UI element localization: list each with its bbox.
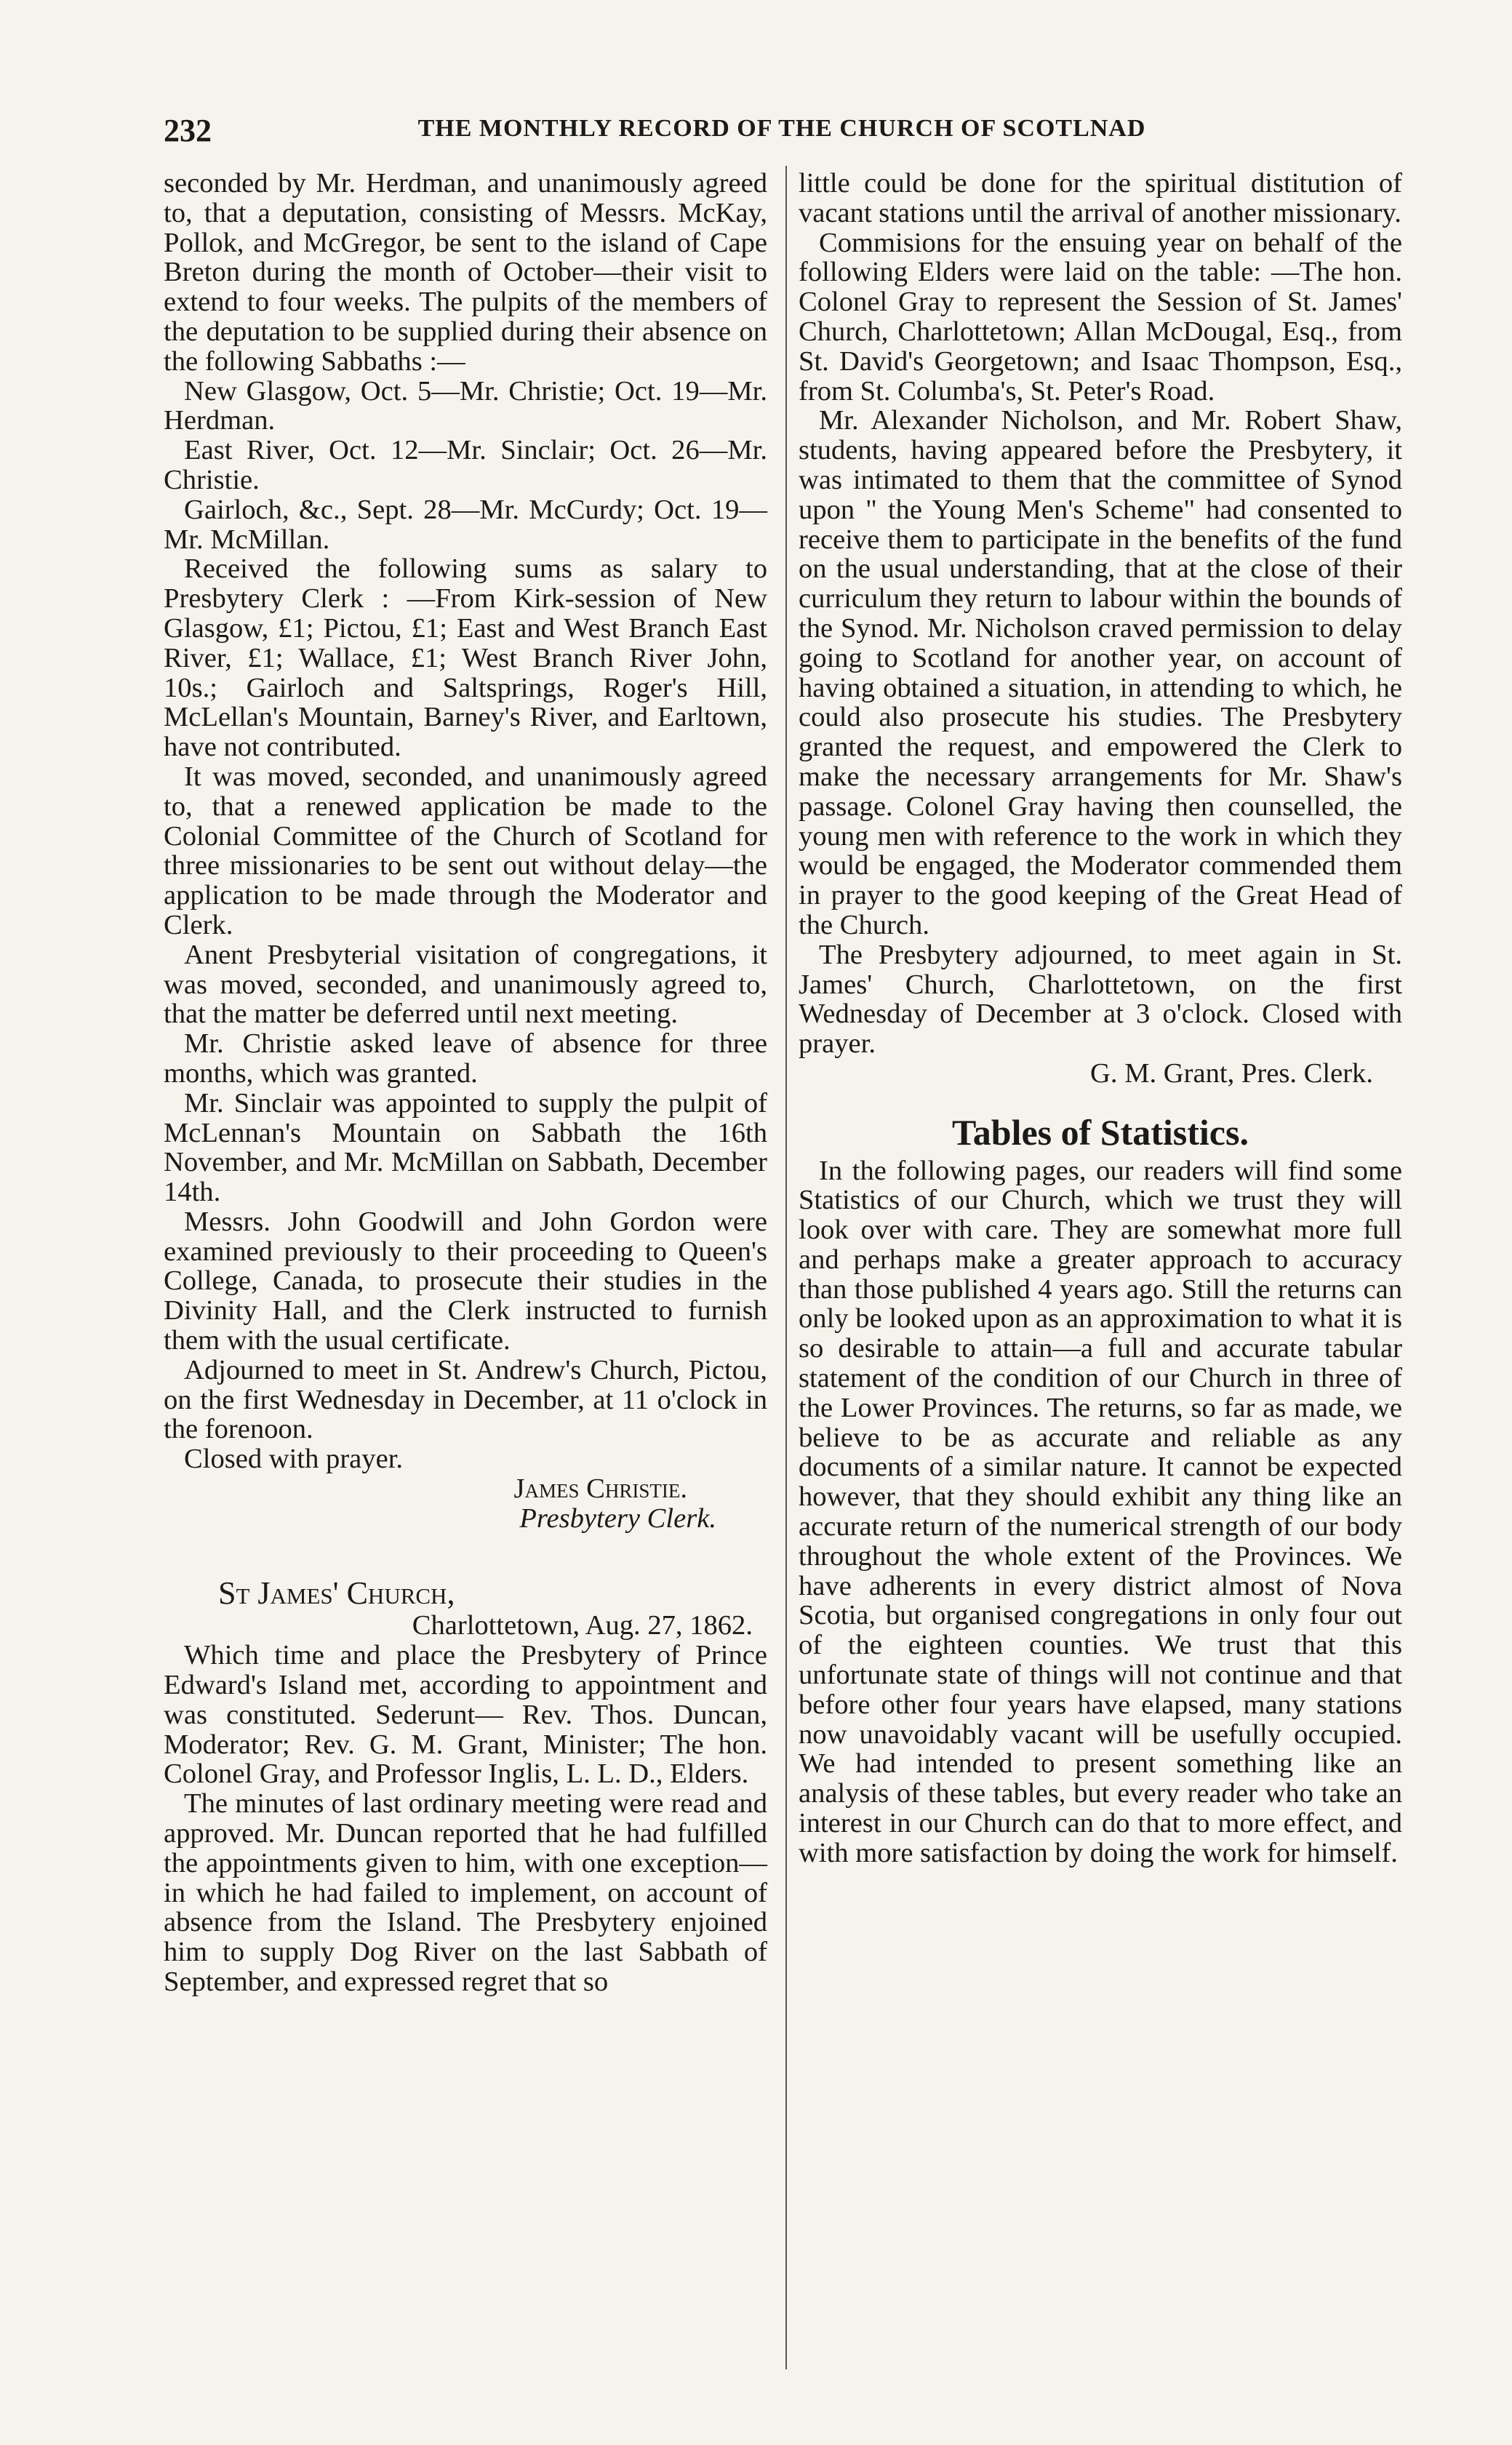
paragraph: little could be done for the spiritual distitution of vacant stations until the arrival of another missionary.	[799, 168, 1402, 228]
paragraph: Gairloch, &c., Sept. 28—Mr. McCurdy; Oct. 19—Mr. McMillan.	[164, 494, 767, 555]
signature: G. M. Grant, Pres. Clerk.	[1090, 1057, 1373, 1089]
paragraph: Mr. Christie asked leave of absence for three months, which was granted.	[164, 1028, 767, 1089]
paragraph: In the following pages, our readers will find some Statistics of our Church, which we trust they will look over with care. They are somewhat more full and perhaps make a greater approach to accuracy than those published 4 years ago. Still the returns can only be looked upon as an approximation to what it is so desirable to attain—a full and accurate tabular statement of the condition of our Church in three of the Lower Provinces. The returns, so far as made, we believe to be as accurate and reliable as any documents of a similar nature. It cannot be expected however, that they should exhibit any thing like an accurate return of the numerical strength of our body throughout the whole extent of the Provinces. We have adherents in every district almost of Nova Scotia, but organised congregations in only four out of the eighteen counties. We trust that this unfortunate state of things will not continue and that before other four years have elapsed, many stations now unavoidably vacant will be usefully occupied. We had intended to present something like an analysis of these tables, but every reader who take an interest in our Church can do that to more effect, and with more satisfaction by doing the work for himself.	[799, 1155, 1402, 1868]
paragraph: Closed with prayer.	[184, 1444, 404, 1475]
section-dateline: Charlottetown, Aug. 27, 1862.	[412, 1610, 753, 1641]
left-column	[164, 169, 767, 1997]
section-heading: Tables of Statistics.	[952, 1111, 1249, 1153]
paragraph: Received the following sums as salary to Presbytery Clerk : —From Kirk-session of New Glasgow, £1; Pictou, £1; East and West Branch East River, £1; Wallace, £1; West Branch River John, 10s.; Gairloch and Saltsprings, Roger's Hill, McLellan's Mountain, Barney's River, and Earltown, have not contributed.	[164, 553, 767, 763]
paragraph: The Presbytery adjourned, to meet again in St. James' Church, Charlottetown, on the first Wednesday of December at 3 o'clock. Closed with prayer.	[799, 939, 1402, 1060]
paragraph: East River, Oct. 12—Mr. Sinclair; Oct. 26—Mr. Christie.	[164, 435, 767, 495]
right-column	[799, 169, 1402, 1868]
paragraph: seconded by Mr. Herdman, and unanimously agreed to, that a deputation, consisting of Messrs. McKay, Pollok, and McGregor, be sent to the island of Cape Breton during the month of October—their visit to extend to four weeks. The pulpits of the members of the deputation to be supplied during their absence on the following Sabbaths :—	[164, 168, 767, 377]
paragraph: Anent Presbyterial visitation of congregations, it was moved, seconded, and unanimously agreed to, that the matter be deferred until next meeting.	[164, 939, 767, 1030]
page-number: 232	[164, 113, 212, 148]
signature-name: James Christie.	[513, 1473, 687, 1505]
paragraph: It was moved, seconded, and unanimously agreed to, that a renewed application be made to the Colonial Committee of the Church of Scotland for three missionaries to be sent out without delay—the application to be made through the Moderator and Clerk.	[164, 761, 767, 940]
paragraph: Which time and place the Presbytery of Prince Edward's Island met, according to appointment and was constituted. Sederunt— Rev. Thos. Duncan, Moderator; Rev. G. M. Grant, Minister; The hon. Colonel Gray, and Professor Inglis, L. L. D., Elders.	[164, 1640, 767, 1790]
paragraph: Adjourned to meet in St. Andrew's Church, Pictou, on the first Wednesday in December, at 11 o'clock in the forenoon.	[164, 1354, 767, 1445]
section-heading: St James' Church,	[218, 1574, 455, 1611]
paragraph: The minutes of last ordinary meeting were read and approved. Mr. Duncan reported that he had fulfilled the appointments given to him, with one exception—in which he had failed to implement, on account of absence from the Island. The Presbytery enjoined him to supply Dog River on the last Sabbath of September, and expressed regret that so	[164, 1788, 767, 1998]
running-title: THE MONTHLY RECORD OF THE CHURCH OF SCOTLNAD	[417, 115, 1146, 142]
paragraph: Mr. Alexander Nicholson, and Mr. Robert Shaw, students, having appeared before the Presbytery, it was intimated to them that the committee of Synod upon " the Young Men's Scheme" had consented to receive them to participate in the benefits of the fund on the usual understanding, that at the close of their curriculum they return to labour within the bounds of the Synod. Mr. Nicholson craved permission to delay going to Scotland for another year, on account of having obtained a situation, in attending to which, he could also prosecute his studies. The Presbytery granted the request, and empowered the Clerk to make the necessary arrangements for Mr. Shaw's passage. Colonel Gray having then counselled, the young men with reference to the work in which they would be engaged, the Moderator commended them in prayer to the good keeping of the Great Head of the Church.	[799, 405, 1402, 940]
page-header	[164, 109, 1400, 160]
paragraph: New Glasgow, Oct. 5—Mr. Christie; Oct. 19—Mr. Herdman.	[164, 375, 767, 436]
paragraph: Messrs. John Goodwill and John Gordon were examined previously to their proceeding to Queen's College, Canada, to prosecute their studies in the Divinity Hall, and the Clerk instructed to furnish them with the usual certificate.	[164, 1206, 767, 1356]
paragraph: Commisions for the ensuing year on behalf of the following Elders were laid on the table: —The hon. Colonel Gray to represent the Session of St. James' Church, Charlottetown; Allan McDougal, Esq., from St. David's Georgetown; and Isaac Thompson, Esq., from St. Columba's, St. Peter's Road.	[799, 227, 1402, 407]
column-divider	[785, 166, 787, 2369]
paragraph: Mr. Sinclair was appointed to supply the pulpit of McLennan's Mountain on Sabbath the 16th November, and Mr. McMillan on Sabbath, December 14th.	[164, 1087, 767, 1208]
signature-role: Presbytery Clerk.	[519, 1502, 716, 1534]
